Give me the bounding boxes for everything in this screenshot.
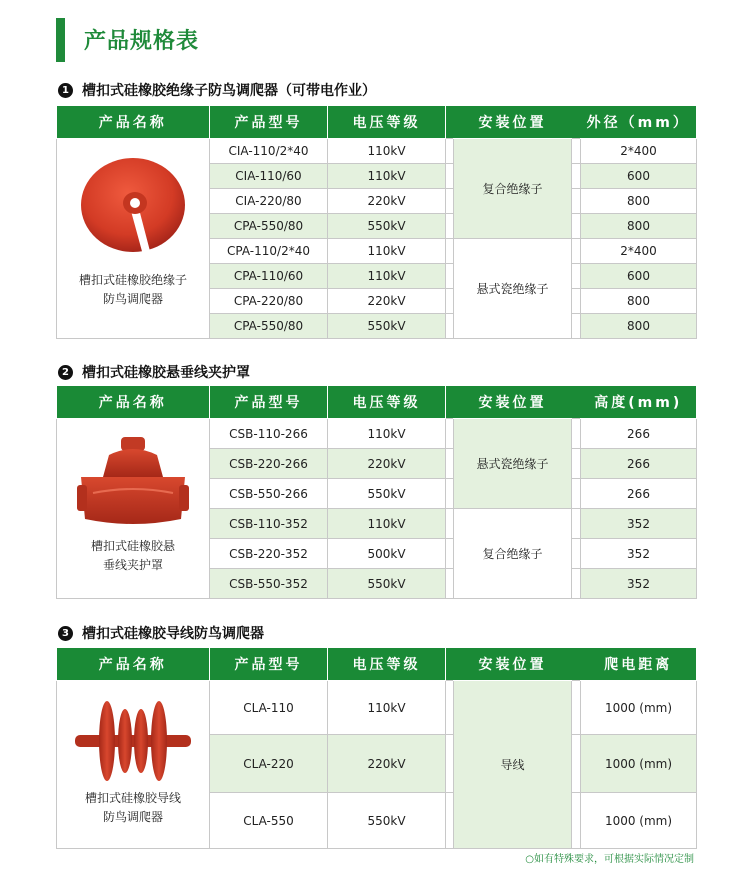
header-height: 高度(mm) <box>581 386 697 419</box>
value-cell: 266 <box>581 479 697 509</box>
header-model: 产品型号 <box>210 386 328 419</box>
clamp-cover-product-image <box>73 433 193 533</box>
model-cell: CSB-220-266 <box>210 449 328 479</box>
value-cell: 600 <box>581 264 697 289</box>
header-location: 安装位置 <box>454 648 572 681</box>
value-cell: 2*400 <box>581 239 697 264</box>
header-voltage: 电压等级 <box>328 106 446 139</box>
model-cell: CIA-110/60 <box>210 164 328 189</box>
value-cell: 800 <box>581 214 697 239</box>
voltage-cell: 550kV <box>328 569 446 599</box>
value-cell: 800 <box>581 189 697 214</box>
voltage-cell: 110kV <box>328 681 446 735</box>
voltage-cell: 220kV <box>328 189 446 214</box>
value-cell: 352 <box>581 539 697 569</box>
section-title: 槽扣式硅橡胶导线防鸟调爬器 <box>82 626 264 642</box>
model-cell: CSB-550-266 <box>210 479 328 509</box>
value-cell: 600 <box>581 164 697 189</box>
section-number-badge: 3 <box>58 626 73 641</box>
model-cell: CSB-110-266 <box>210 419 328 449</box>
header-voltage: 电压等级 <box>328 386 446 419</box>
product-name-line2: 防鸟调爬器 <box>102 810 163 824</box>
model-cell: CLA-220 <box>210 735 328 793</box>
voltage-cell: 110kV <box>328 139 446 164</box>
header-location: 安装位置 <box>454 386 572 419</box>
title-accent-bar <box>56 18 65 62</box>
model-cell: CPA-220/80 <box>210 289 328 314</box>
model-cell: CPA-110/2*40 <box>210 239 328 264</box>
voltage-cell: 220kV <box>328 289 446 314</box>
spec-table-3 <box>56 648 697 849</box>
page-title: 产品规格表 <box>84 29 200 54</box>
location-cell: 悬式瓷绝缘子 <box>454 239 572 339</box>
conductor-sheds-product-image <box>73 697 193 787</box>
header-voltage: 电压等级 <box>328 648 446 681</box>
product-name-line1: 槽扣式硅橡胶悬 <box>90 539 175 553</box>
product-name-line2: 防鸟调爬器 <box>102 292 163 306</box>
voltage-cell: 110kV <box>328 239 446 264</box>
product-name-line1: 槽扣式硅橡胶导线 <box>84 791 181 805</box>
section-number-badge: 2 <box>58 365 73 380</box>
section-title: 槽扣式硅橡胶绝缘子防鸟调爬器（可带电作业） <box>82 83 376 99</box>
value-cell: 352 <box>581 509 697 539</box>
voltage-cell: 550kV <box>328 314 446 339</box>
value-cell: 1000 (mm) <box>581 793 697 849</box>
round-disc-product-image <box>77 151 189 255</box>
header-model: 产品型号 <box>210 106 328 139</box>
model-cell: CIA-220/80 <box>210 189 328 214</box>
header-creepage-distance: 爬电距离 <box>581 648 697 681</box>
product-name-cell <box>57 681 210 849</box>
voltage-cell: 110kV <box>328 264 446 289</box>
voltage-cell: 550kV <box>328 479 446 509</box>
value-cell: 1000 (mm) <box>581 681 697 735</box>
model-cell: CSB-220-352 <box>210 539 328 569</box>
header-product-name: 产品名称 <box>57 386 210 419</box>
model-cell: CLA-110 <box>210 681 328 735</box>
model-cell: CIA-110/2*40 <box>210 139 328 164</box>
model-cell: CPA-550/80 <box>210 214 328 239</box>
location-cell: 导线 <box>454 681 572 849</box>
voltage-cell: 110kV <box>328 164 446 189</box>
voltage-cell: 110kV <box>328 509 446 539</box>
value-cell: 800 <box>581 289 697 314</box>
product-name-line2: 垂线夹护罩 <box>102 558 163 572</box>
section-1-heading <box>58 80 376 100</box>
model-cell: CLA-550 <box>210 793 328 849</box>
product-name-line1: 槽扣式硅橡胶绝缘子 <box>78 273 187 287</box>
product-name-cell <box>57 419 210 599</box>
location-cell: 复合绝缘子 <box>454 139 572 239</box>
value-cell: 266 <box>581 449 697 479</box>
value-cell: 1000 (mm) <box>581 735 697 793</box>
value-cell: 352 <box>581 569 697 599</box>
voltage-cell: 550kV <box>328 214 446 239</box>
section-number-badge: 1 <box>58 83 73 98</box>
header-outer-diameter: 外径（mm） <box>581 106 697 139</box>
header-model: 产品型号 <box>210 648 328 681</box>
location-cell: 复合绝缘子 <box>454 509 572 599</box>
spec-table-1 <box>56 106 697 339</box>
location-cell: 悬式瓷绝缘子 <box>454 419 572 509</box>
section-2-heading <box>58 362 250 382</box>
spec-table-2 <box>56 386 697 599</box>
voltage-cell: 220kV <box>328 735 446 793</box>
voltage-cell: 220kV <box>328 449 446 479</box>
header-product-name: 产品名称 <box>57 648 210 681</box>
model-cell: CSB-110-352 <box>210 509 328 539</box>
voltage-cell: 110kV <box>328 419 446 449</box>
model-cell: CPA-110/60 <box>210 264 328 289</box>
product-name-cell <box>57 139 210 339</box>
header-location: 安装位置 <box>454 106 572 139</box>
custom-order-note: ○如有特殊要求，可根据实际情况定制 <box>525 854 694 865</box>
model-cell: CSB-550-352 <box>210 569 328 599</box>
section-3-heading <box>58 623 264 643</box>
voltage-cell: 550kV <box>328 793 446 849</box>
value-cell: 266 <box>581 419 697 449</box>
header-product-name: 产品名称 <box>57 106 210 139</box>
value-cell: 800 <box>581 314 697 339</box>
voltage-cell: 500kV <box>328 539 446 569</box>
section-title: 槽扣式硅橡胶悬垂线夹护罩 <box>82 365 250 381</box>
value-cell: 2*400 <box>581 139 697 164</box>
model-cell: CPA-550/80 <box>210 314 328 339</box>
